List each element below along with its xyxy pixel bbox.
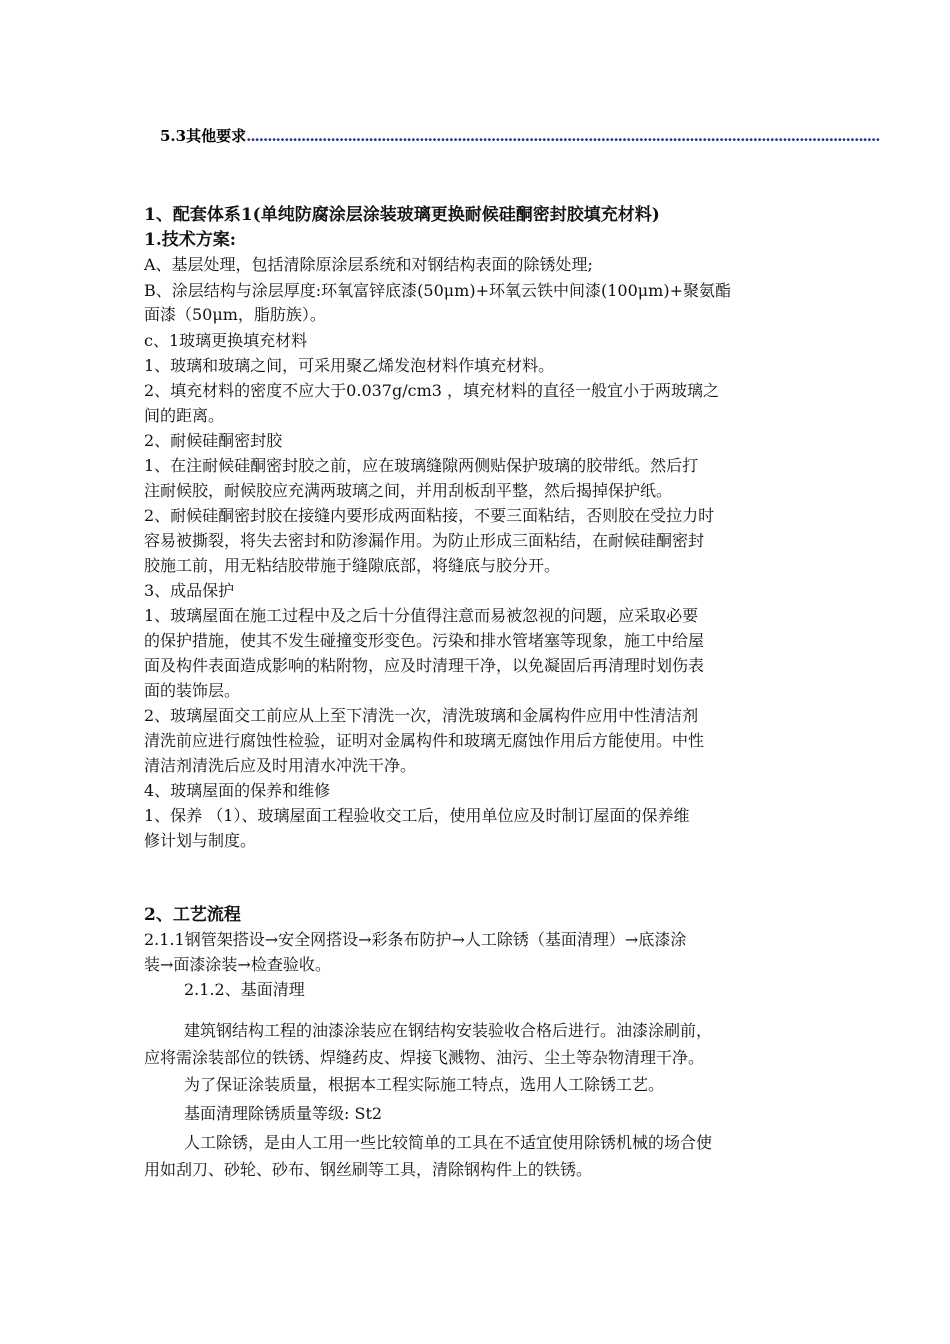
paragraph-line: c、1玻璃更换填充材料	[144, 331, 308, 350]
paragraph-line: A、基层处理，包括清除原涂层系统和对钢结构表面的除锈处理;	[144, 255, 593, 274]
paragraph-line: 间的距离。	[144, 406, 225, 425]
paragraph-line: 胶施工前，用无粘结胶带施于缝隙底部，将缝底与胶分开。	[144, 556, 561, 575]
paragraph-line: 用如刮刀、砂轮、砂布、钢丝刷等工具，清除钢构件上的铁锈。	[144, 1160, 593, 1179]
toc-entry[interactable]	[160, 125, 880, 146]
subheading: 4、玻璃屋面的保养和维修	[144, 781, 331, 800]
paragraph-line: 1、玻璃和玻璃之间，可采用聚乙烯发泡材料作填充材料。	[144, 356, 555, 375]
paragraph-line: 建筑钢结构工程的油漆涂装应在钢结构安装验收合格后进行。油漆涂刷前，	[184, 1021, 713, 1040]
paragraph-line: 清洗前应进行腐蚀性检验，证明对金属构件和玻璃无腐蚀作用后方能使用。中性	[144, 731, 705, 750]
paragraph-line: 注耐候胶，耐候胶应充满两玻璃之间，并用刮板刮平整，然后揭掉保护纸。	[144, 481, 673, 500]
paragraph-line: 面漆（50μm，脂肪族）。	[144, 305, 326, 324]
toc-leader-dots: ......................................................................................................................................................	[246, 127, 880, 145]
subsection-heading: 1.技术方案:	[144, 230, 237, 250]
paragraph-line: 1、玻璃屋面在施工过程中及之后十分值得注意而易被忽视的问题，应采取必要	[144, 606, 699, 625]
paragraph-line: 装→面漆涂装→检查验收。	[144, 955, 331, 974]
paragraph-line: 1、在注耐候硅酮密封胶之前，应在玻璃缝隙两侧贴保护玻璃的胶带纸。然后打	[144, 456, 699, 475]
paragraph-line: B、涂层结构与涂层厚度:环氧富锌底漆(50μm)+环氧云铁中间漆(100μm)+聚氨酯	[144, 281, 731, 300]
section-heading: 2、工艺流程	[144, 905, 241, 925]
paragraph-line: 人工除锈，是由人工用一些比较简单的工具在不适宜使用除锈机械的场合使	[184, 1133, 713, 1152]
paragraph-line: 应将需涂装部位的铁锈、焊缝药皮、焊接飞溅物、油污、尘土等杂物清理干净。	[144, 1048, 705, 1067]
subheading: 2、耐候硅酮密封胶	[144, 431, 283, 450]
section-heading: 1、配套体系1(单纯防腐涂层涂装玻璃更换耐候硅酮密封胶填充材料)	[144, 205, 660, 225]
paragraph-line: 清洁剂清洗后应及时用清水冲洗干净。	[144, 756, 417, 775]
paragraph-line: 2.1.1钢管架搭设→安全网搭设→彩条布防护→人工除锈（基面清理）→底漆涂	[144, 930, 687, 949]
toc-label: 5.3其他要求	[160, 127, 247, 145]
paragraph-line: 1、保养 （1）、玻璃屋面工程验收交工后，使用单位应及时制订屋面的保养维	[144, 806, 690, 825]
paragraph-line: 面及构件表面造成影响的粘附物，应及时清理干净，以免凝固后再清理时划伤表	[144, 656, 705, 675]
paragraph-line: 2、填充材料的密度不应大于0.037g/cm3 ，填充材料的直径一般宜小于两玻璃之	[144, 381, 720, 400]
paragraph-line: 2、耐候硅酮密封胶在接缝内要形成两面粘接，不要三面粘结，否则胶在受拉力时	[144, 506, 715, 525]
paragraph-line: 面的装饰层。	[144, 681, 241, 700]
paragraph-line: 2、玻璃屋面交工前应从上至下清洗一次，清洗玻璃和金属构件应用中性清洁剂	[144, 706, 699, 725]
paragraph-line: 修计划与制度。	[144, 831, 257, 850]
paragraph-line: 基面清理除锈质量等级: St2	[184, 1104, 383, 1123]
subheading: 3、成品保护	[144, 581, 235, 600]
paragraph-line: 的保护措施，使其不发生碰撞变形变色。污染和排水管堵塞等现象，施工中给屋	[144, 631, 705, 650]
paragraph-line: 容易被撕裂，将失去密封和防渗漏作用。为防止形成三面粘结，在耐候硅酮密封	[144, 531, 705, 550]
subheading: 2.1.2、基面清理	[184, 980, 305, 999]
paragraph-line: 为了保证涂装质量，根据本工程实际施工特点，选用人工除锈工艺。	[184, 1075, 665, 1094]
